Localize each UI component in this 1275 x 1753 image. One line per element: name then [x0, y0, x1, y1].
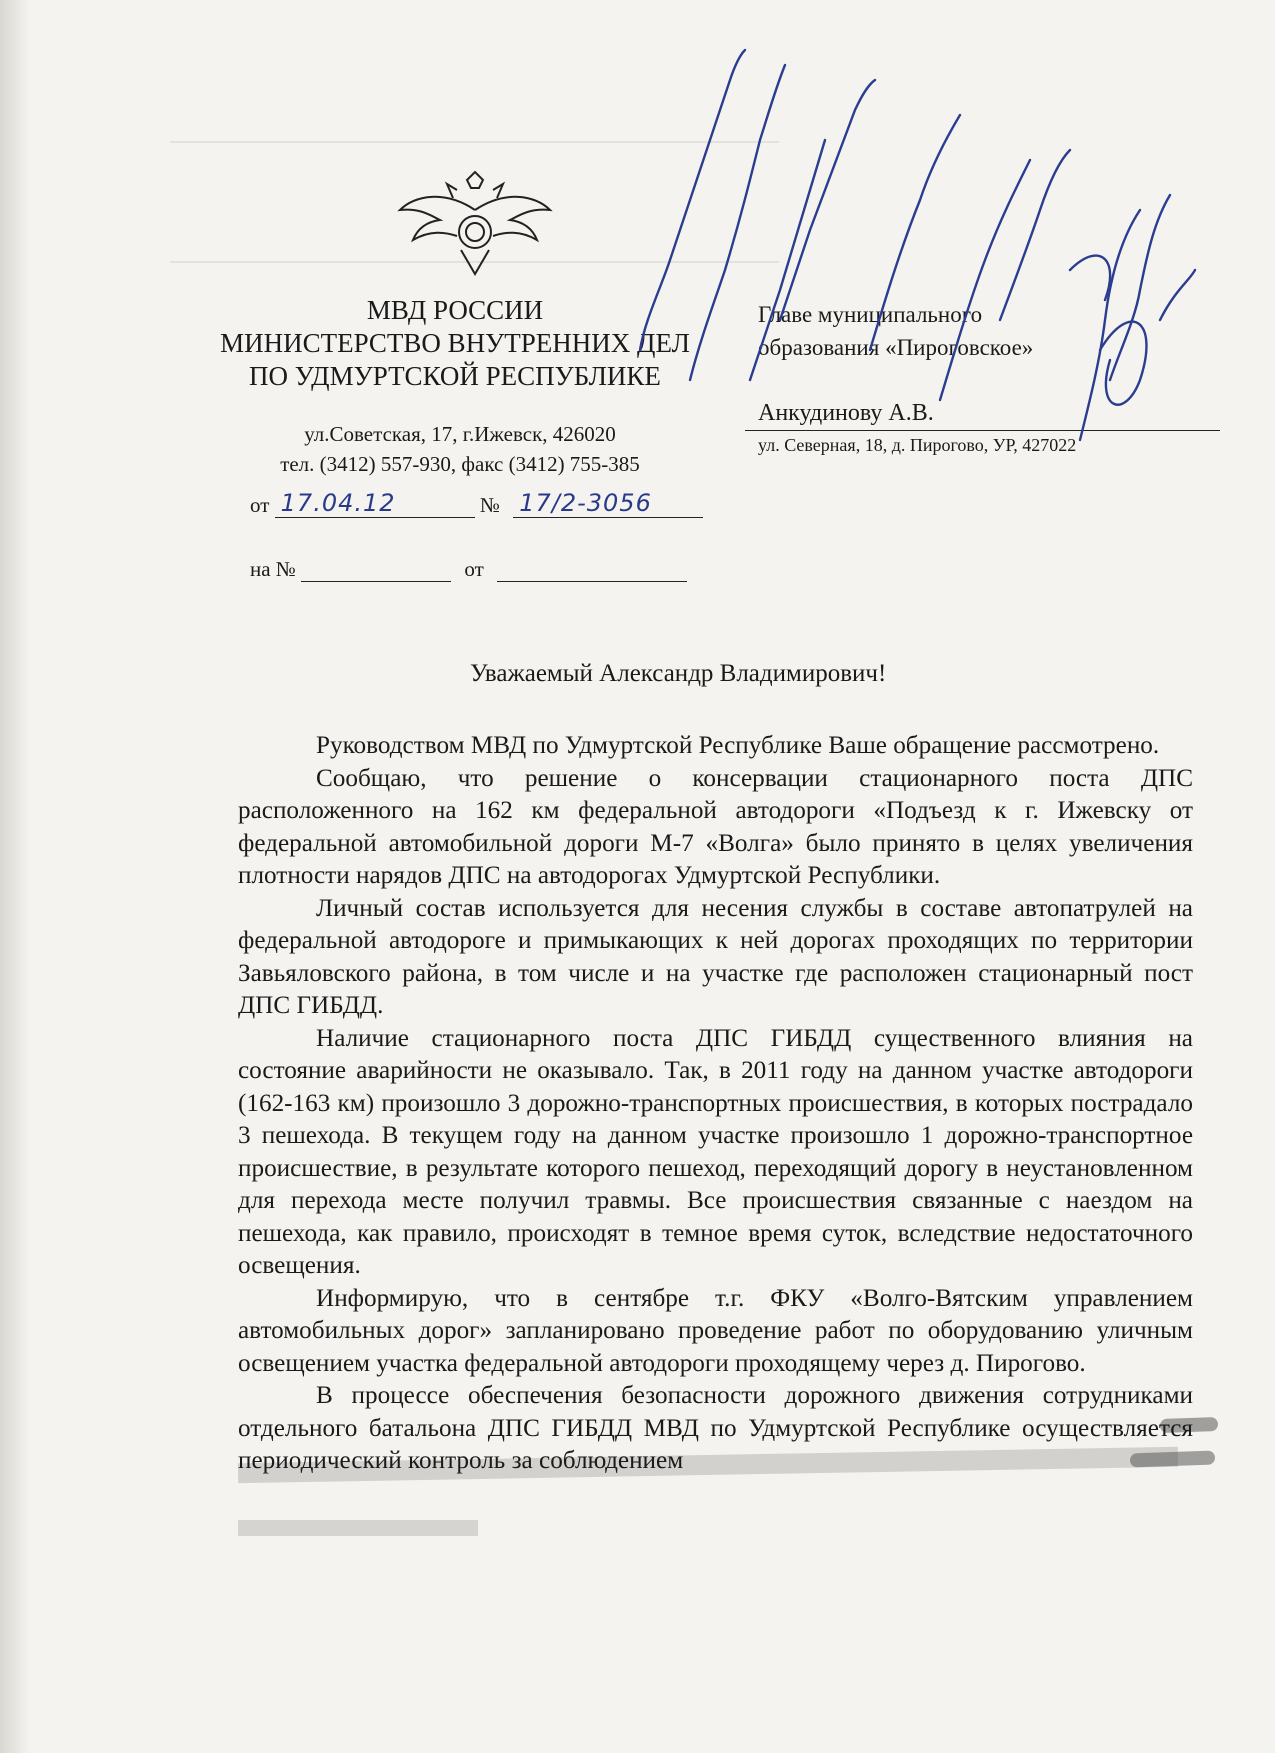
reply-number-field	[301, 559, 451, 582]
recipient-organization: образования «Пироговское»	[758, 335, 1034, 360]
letter-greeting: Уважаемый Александр Владимирович!	[470, 660, 887, 687]
bleed-through-line: —————————————————————————————	[170, 252, 779, 276]
date-field	[275, 489, 475, 518]
sender-address: ул.Советская, 17, г.Ижевск, 426020	[304, 422, 616, 446]
body-paragraph: Наличие стационарного поста ДПС ГИБДД существенного влияния на состояние аварийности не оказывало. Так, в 2011 году на данном участке автодороги (162-163 км) произошло 3 дорожно-транспортных происшествия, в которых пострадало 3 пешехода. В текущем году на данном участке произошло 1 дорожно-транспортное происшествие, в результате которого пешеход, переходящий дорогу в неустановленном для перехода месте получил травмы. Все происшествия связанные с наездом на пешехода, как правило, происходят в темное время суток, вследствие недостаточного освещения.	[238, 1024, 1193, 1279]
date-label: от	[250, 493, 270, 517]
double-headed-eagle-emblem	[395, 170, 555, 280]
handwritten-resolution-signature	[600, 20, 1200, 540]
body-paragraph: В процессе обеспечения безопасности дорожного движения сотрудниками отдельного батальона ДПС ГИБДД МВД по Удмуртской Республике осуществляется периодический контроль за соблюдением	[238, 1382, 1193, 1474]
reply-number-label: на №	[250, 557, 296, 581]
body-paragraph: Личный состав используется для несения службы в составе автопатрулей на федеральной автодороге и примыкающих к ней дорогах проходящих по территории Завьяловского района, в том числе и на участке где расположен стационарный пост ДПС ГИБДД.	[238, 894, 1193, 1019]
sender-ministry-name: МИНИСТЕРСТВО ВНУТРЕННИХ ДЕЛ	[220, 328, 690, 358]
body-paragraph: Сообщаю, что решение о консервации стационарного поста ДПС расположенного на 162 км федеральной автодороги «Подъезд к г. Ижевску от федеральной автомобильной дороги М-7 «Волга» было принято в целях увеличения плотности нарядов ДПС на автодорогах Удмуртской Республики.	[238, 764, 1193, 889]
highlighter-band	[238, 1520, 478, 1536]
recipient-title: Главе муниципального	[758, 302, 983, 327]
sender-line-1: МВД РОССИИ	[366, 295, 544, 325]
body-paragraph: Информирую, что в сентябре т.г. ФКУ «Волго-Вятским управлением автомобильных дорог» запланировано проведение работ по оборудованию уличным освещением участка федеральной автодороги проходящему через д. Пирогово.	[238, 1284, 1193, 1377]
body-paragraph: Руководством МВД по Удмуртской Республике Ваше обращение рассмотрено.	[316, 732, 1160, 759]
number-value: 17/2-3056	[519, 489, 652, 517]
date-value: 17.04.12	[280, 489, 396, 517]
bleed-through-line: —————————————————————————————	[170, 132, 779, 156]
recipient-address: ул. Северная, 18, д. Пирогово, УР, 427022	[758, 435, 1077, 455]
sender-region: ПО УДМУРТСКОЙ РЕСПУБЛИКЕ	[249, 361, 661, 391]
reply-reference	[250, 557, 687, 582]
letter-body	[238, 730, 1193, 1478]
number-label: №	[479, 493, 500, 517]
reply-date-field	[497, 559, 687, 582]
reply-date-label: от	[464, 557, 484, 581]
scan-edge-shadow	[0, 0, 30, 1753]
recipient-name: Анкудинову А.В.	[758, 400, 934, 426]
sender-phone: тел. (3412) 557-930, факс (3412) 755-385	[280, 452, 640, 476]
